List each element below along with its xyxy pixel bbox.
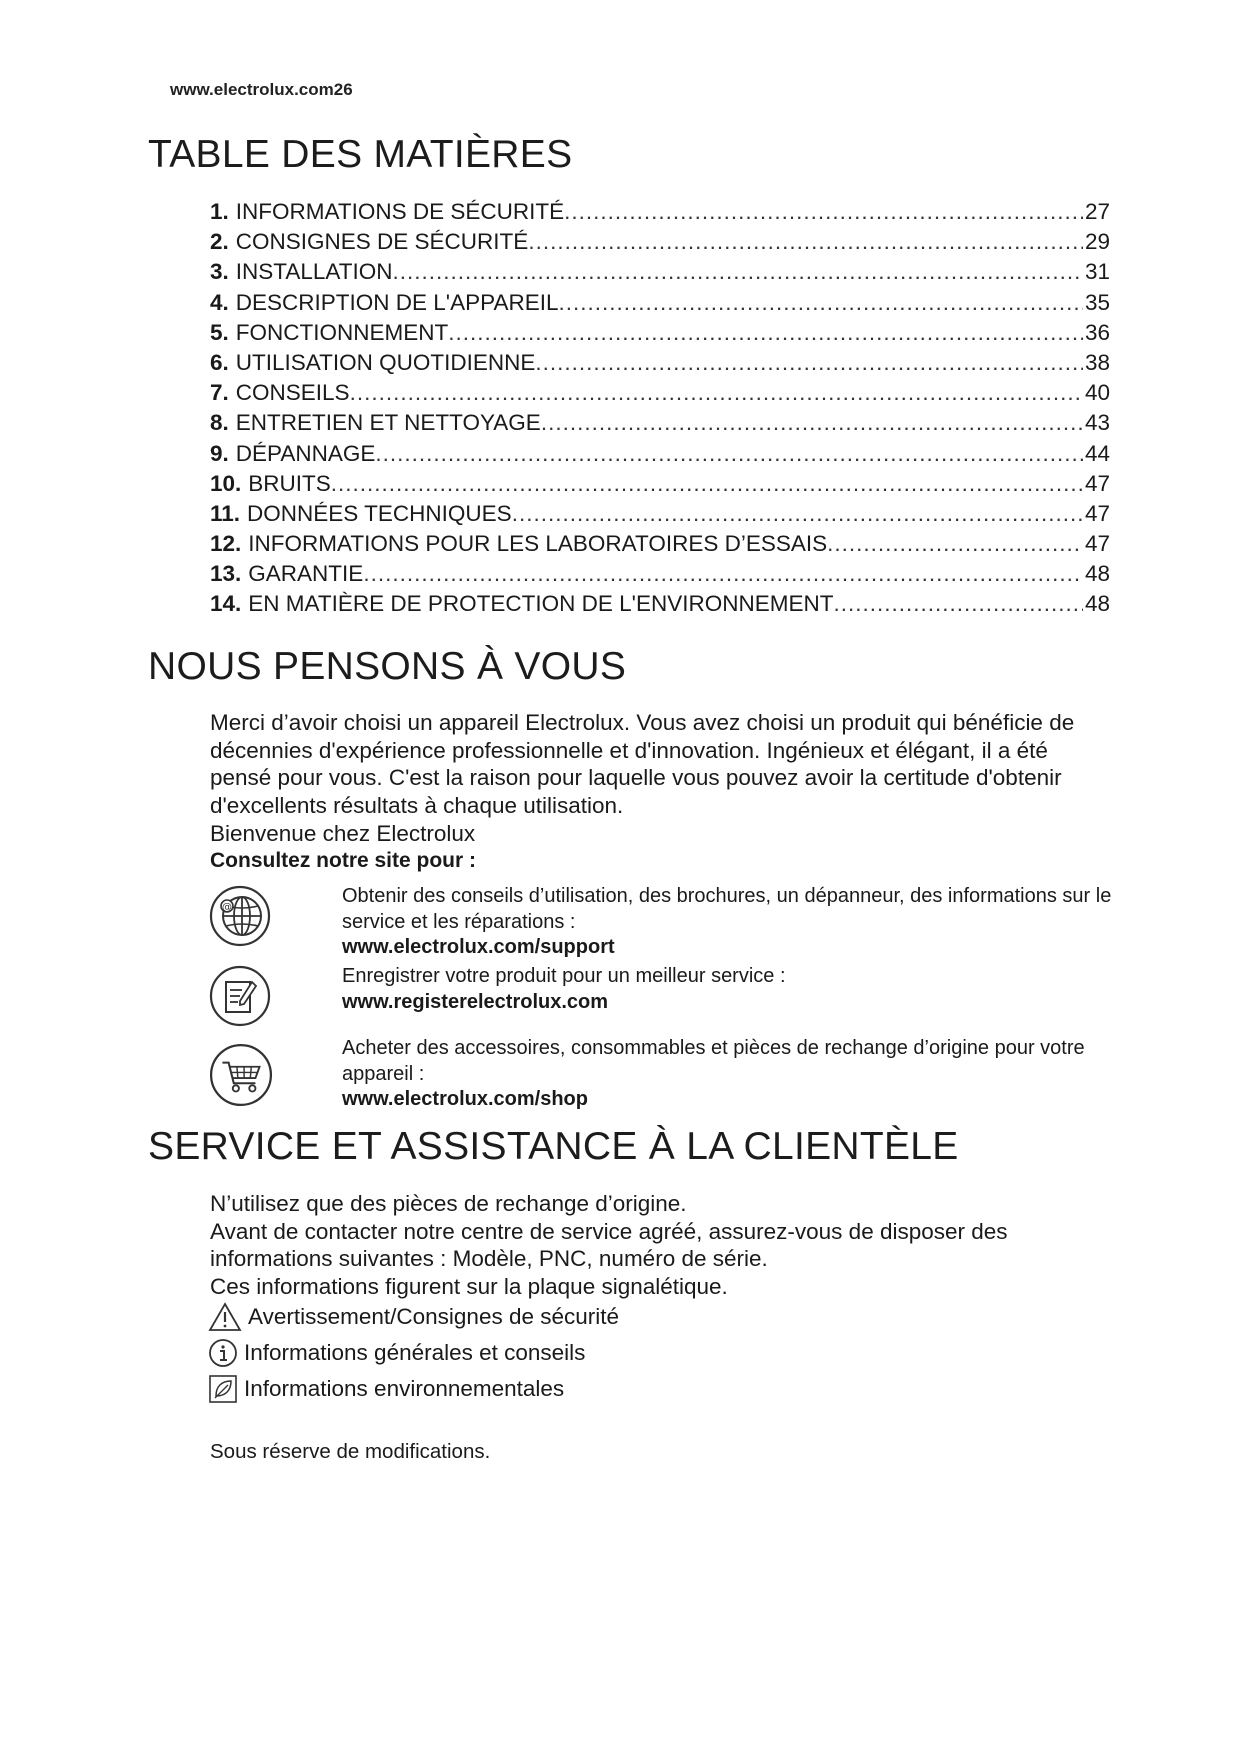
service-description: Acheter des accessoires, consommables et pièces de rechange d’origine pour votre appareil : xyxy=(342,1037,1085,1085)
toc-leader xyxy=(564,197,1083,227)
register-icon xyxy=(208,964,272,1033)
welcome-text: Bienvenue chez Electrolux xyxy=(210,821,476,846)
leaf-icon xyxy=(208,1374,238,1404)
toc-item[interactable] xyxy=(210,227,1110,257)
toc-page: 36 xyxy=(1084,319,1110,345)
toc-leader xyxy=(827,529,1083,559)
service-line: Ces informations figurent sur la plaque signalétique. xyxy=(210,1273,728,1299)
toc-leader xyxy=(558,288,1082,318)
consult-heading: Consultez notre site pour : xyxy=(210,849,477,872)
toc-label: CONSIGNES DE SÉCURITÉ xyxy=(235,229,529,255)
toc-page: 47 xyxy=(1084,531,1110,557)
toc-leader xyxy=(363,559,1083,589)
toc-item[interactable] xyxy=(210,318,1110,348)
toc-label: DONNÉES TECHNIQUES xyxy=(247,500,512,526)
toc-leader xyxy=(512,499,1083,529)
legend-warning xyxy=(208,1302,619,1332)
toc-page: 35 xyxy=(1084,289,1110,315)
toc-label: INFORMATIONS POUR LES LABORATOIRES D’ESSAIS xyxy=(248,531,828,557)
toc-page: 27 xyxy=(1084,199,1110,224)
toc-number: 2. xyxy=(210,229,229,255)
toc-number: 8. xyxy=(210,410,229,436)
svg-text:@: @ xyxy=(222,902,232,913)
toc-number: 6. xyxy=(210,349,229,375)
toc-label: INSTALLATION xyxy=(235,259,393,285)
toc-item[interactable] xyxy=(210,589,1110,619)
toc-label: ENTRETIEN ET NETTOYAGE xyxy=(235,410,541,436)
table-of-contents xyxy=(210,197,1110,620)
register-link[interactable]: www.registerelectrolux.com xyxy=(342,990,609,1013)
toc-leader xyxy=(833,589,1083,619)
toc-leader xyxy=(528,227,1083,257)
toc-page: 29 xyxy=(1084,229,1110,255)
support-link[interactable]: www.electrolux.com/support xyxy=(342,936,615,958)
toc-number: 14. xyxy=(210,591,242,617)
toc-label: UTILISATION QUOTIDIENNE xyxy=(235,349,536,375)
toc-item[interactable] xyxy=(210,257,1110,287)
toc-item[interactable] xyxy=(210,469,1110,499)
toc-label: DÉPANNAGE xyxy=(235,440,376,466)
legend-info xyxy=(208,1338,585,1368)
toc-label: GARANTIE xyxy=(248,561,364,587)
service-line: Avant de contacter notre centre de service agréé, assurez-vous de disposer des informations suivantes : Modèle, PNC, numéro de série. xyxy=(210,1218,1008,1271)
toc-item[interactable] xyxy=(210,197,1110,227)
toc-title: TABLE DES MATIÈRES xyxy=(148,133,573,176)
toc-item[interactable] xyxy=(210,559,1110,589)
toc-number: 9. xyxy=(210,440,229,466)
service-description: Obtenir des conseils d’utilisation, des brochures, un dépanneur, des informations sur le service et les réparations : xyxy=(342,885,1112,933)
toc-label: CONSEILS xyxy=(235,380,350,406)
toc-item[interactable] xyxy=(210,378,1110,408)
section-title-customer-service: SERVICE ET ASSISTANCE À LA CLIENTÈLE xyxy=(148,1125,959,1168)
toc-page: 48 xyxy=(1084,561,1110,587)
toc-page: 38 xyxy=(1084,349,1110,375)
toc-number: 10. xyxy=(210,470,242,496)
toc-number: 5. xyxy=(210,319,229,345)
toc-page: 48 xyxy=(1084,591,1110,617)
toc-item[interactable] xyxy=(210,439,1110,469)
notice-text: Sous réserve de modifications. xyxy=(210,1440,491,1463)
header-url: www.electrolux.com26 xyxy=(170,80,353,99)
toc-number: 12. xyxy=(210,531,242,557)
legend-label: Informations générales et conseils xyxy=(244,1340,586,1365)
toc-leader xyxy=(350,378,1083,408)
toc-page: 31 xyxy=(1084,259,1110,285)
toc-leader xyxy=(448,318,1083,348)
toc-item[interactable] xyxy=(210,348,1110,378)
cart-icon xyxy=(208,1042,274,1113)
toc-number: 13. xyxy=(210,561,242,587)
toc-leader xyxy=(535,348,1083,378)
info-icon xyxy=(208,1338,238,1368)
toc-item[interactable] xyxy=(210,499,1110,529)
toc-number: 11. xyxy=(210,500,241,526)
service-description: Enregistrer votre produit pour un meilleur service : xyxy=(342,965,786,987)
toc-item[interactable] xyxy=(210,408,1110,438)
toc-leader xyxy=(331,469,1083,499)
toc-label: INFORMATIONS DE SÉCURITÉ xyxy=(235,199,565,224)
shop-link[interactable]: www.electrolux.com/shop xyxy=(342,1088,588,1110)
toc-label: DESCRIPTION DE L'APPAREIL xyxy=(235,289,559,315)
toc-leader xyxy=(541,408,1083,438)
toc-page: 44 xyxy=(1084,440,1110,466)
toc-item[interactable] xyxy=(210,288,1110,318)
section-title-thinking-of-you: NOUS PENSONS À VOUS xyxy=(148,645,627,688)
toc-leader xyxy=(375,439,1083,469)
toc-number: 3. xyxy=(210,259,229,285)
toc-label: BRUITS xyxy=(248,470,331,496)
toc-number: 4. xyxy=(210,289,229,315)
service-paragraph xyxy=(210,1190,1110,1300)
toc-page: 43 xyxy=(1084,410,1110,436)
toc-item[interactable] xyxy=(210,529,1110,559)
legend-label: Informations environnementales xyxy=(244,1376,565,1401)
toc-leader xyxy=(392,257,1083,287)
toc-label: FONCTIONNEMENT xyxy=(235,319,449,345)
toc-number: 7. xyxy=(210,380,229,406)
legend-environment xyxy=(208,1374,564,1404)
toc-label: EN MATIÈRE DE PROTECTION DE L'ENVIRONNEMENT xyxy=(248,591,834,617)
warning-icon xyxy=(208,1302,242,1332)
toc-number: 1. xyxy=(210,199,229,224)
toc-page: 47 xyxy=(1084,500,1110,526)
service-line: N’utilisez que des pièces de rechange d’origine. xyxy=(210,1191,687,1216)
globe-icon xyxy=(208,884,272,953)
legend-label: Avertissement/Consignes de sécurité xyxy=(248,1304,620,1329)
toc-page: 47 xyxy=(1084,470,1110,496)
intro-paragraph: Merci d’avoir choisi un appareil Electrolux. Vous avez choisi un produit qui bénéficie de décennies d'expérience professionnelle et d'innovation. Ingénieux et élégant, il a été pensé pour vous. C'est la raison pour laquelle vous pouvez avoir la certitude d'obtenir d'excellents résultats à chaque utilisation. xyxy=(210,710,1075,818)
toc-page: 40 xyxy=(1084,380,1110,406)
